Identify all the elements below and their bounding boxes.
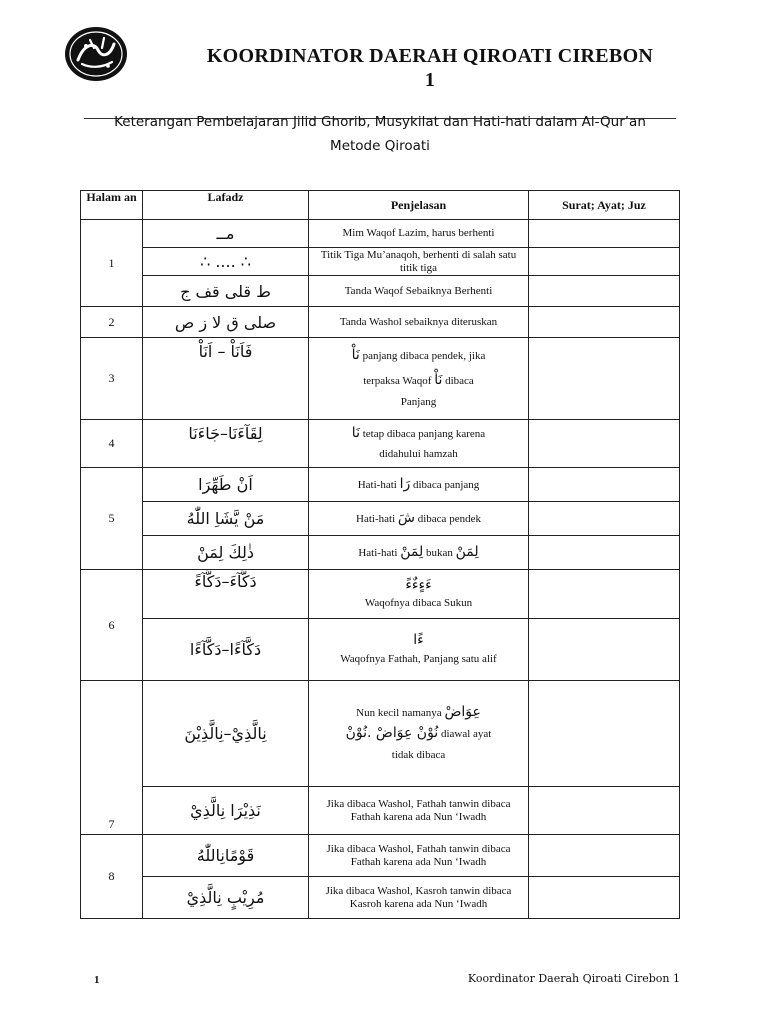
arabic-inline: عِوَاضْ (444, 703, 481, 720)
cell-lafadz: نَذِيْرَا نِالَّذِيْ (143, 787, 309, 835)
text-inline: dibaca (445, 375, 474, 388)
title-line-1: KOORDINATOR DAERAH QIROATI CIREBON (206, 45, 654, 67)
text-inline: Nun kecil namanya (356, 706, 442, 719)
arabic-inline: لِمَنْ (400, 543, 424, 560)
cell-surat (529, 877, 680, 919)
table-row (81, 248, 680, 276)
cell-penjelasan (309, 619, 529, 681)
cell-halaman: 8 (81, 835, 143, 919)
cell-surat (529, 570, 680, 619)
arabic-inline: ءًا (413, 632, 424, 648)
text-inline: terpaksa Waqof (363, 375, 432, 388)
cell-penjelasan (309, 468, 529, 502)
cell-lafadz: صلى ق لا ز ص (143, 307, 309, 338)
col-header-halaman: Halam an (81, 191, 143, 220)
cell-surat (529, 276, 680, 307)
cell-lafadz: مَنْ يَّشَاِ اللّٰهُ (143, 502, 309, 536)
cell-penjelasan (309, 420, 529, 468)
cell-halaman: 5 (81, 468, 143, 570)
text-inline: Hati-hati (358, 546, 398, 559)
text-inline: dibaca pendek (417, 512, 481, 525)
cell-halaman: 2 (81, 307, 143, 338)
arabic-inline: لِمَنْ (455, 543, 479, 560)
cell-lafadz: دَكَّآءَ–دَكَّآءً (143, 570, 309, 619)
cell-lafadz: قَوْمًانِاللّٰهُ (143, 835, 309, 877)
cell-penjelasan: Tanda Waqof Sebaiknya Berhenti (309, 276, 529, 307)
table-row (81, 307, 680, 338)
cell-lafadz: ﻣــ (143, 220, 309, 248)
cell-penjelasan (309, 570, 529, 619)
cell-surat (529, 619, 680, 681)
cell-surat (529, 307, 680, 338)
cell-penjelasan (309, 536, 529, 570)
footer-text: Koordinator Daerah Qiroati Cirebon 1 (467, 972, 680, 985)
cell-penjelasan: Tanda Washol sebaiknya diteruskan (309, 307, 529, 338)
cell-surat (529, 787, 680, 835)
table-row (81, 420, 680, 468)
cell-surat (529, 420, 680, 468)
cell-penjelasan: Jika dibaca Washol, Fathah tanwin dibaca Fathah karena ada Nun ‘Iwadh (309, 787, 529, 835)
cell-halaman: 1 (81, 220, 143, 307)
cell-surat (529, 536, 680, 570)
cell-lafadz: فَاَنَاْ – اَنَاْ (143, 338, 309, 420)
cell-surat (529, 338, 680, 420)
col-header-penjelasan: Penjelasan (309, 191, 529, 220)
table-row (81, 338, 680, 420)
table-row (81, 570, 680, 619)
cell-halaman: 4 (81, 420, 143, 468)
cell-penjelasan: Titik Tiga Mu’anaqoh, berhenti di salah satu titik tiga (309, 248, 529, 276)
page-title (160, 44, 700, 92)
cell-lafadz: اَنْ طَهِّرَا (143, 468, 309, 502)
lesson-table (80, 190, 680, 919)
table-row (81, 877, 680, 919)
cell-penjelasan: Jika dibaca Washol, Fathah tanwin dibaca Fathah karena ada Nun ‘Iwadh (309, 835, 529, 877)
cell-penjelasan: Mim Waqof Lazim, harus berhenti (309, 220, 529, 248)
cell-lafadz: ذٰلِكَ لِمَنْ (143, 536, 309, 570)
cell-penjelasan (309, 681, 529, 787)
text-inline: Waqofnya Fathah, Panjang satu alif (340, 652, 497, 665)
arabic-inline: شَ (397, 509, 415, 526)
text-inline: bukan (425, 546, 453, 559)
document-subtitle (84, 110, 676, 158)
text-inline: panjang dibaca pendek, jika (362, 349, 486, 362)
cell-penjelasan: Jika dibaca Washol, Kasroh tanwin dibaca Kasroh karena ada Nun ‘Iwadh (309, 877, 529, 919)
text-inline: tidak dibaca (391, 748, 446, 761)
cell-surat (529, 835, 680, 877)
col-header-surat: Surat; Ayat; Juz (529, 191, 680, 220)
subtitle-line-2: Metode Qiroati (330, 138, 430, 154)
table-row (81, 835, 680, 877)
cell-halaman: 7 (81, 681, 143, 835)
table-row (81, 681, 680, 787)
text-inline: Panjang (400, 395, 437, 408)
cell-surat (529, 681, 680, 787)
cell-lafadz: نِالَّذِيْ–نِالَّذِيْنَ (143, 681, 309, 787)
text-inline: didahului hamzah (379, 448, 458, 460)
cell-surat (529, 468, 680, 502)
cell-lafadz: ∴ .... ∴ (143, 248, 309, 276)
cell-penjelasan (309, 502, 529, 536)
table-row (81, 619, 680, 681)
arabic-inline: نَاْ (351, 346, 360, 363)
arabic-inline: نُوْنْ عِوَاضْ .نُوْنْ (345, 725, 439, 742)
cell-halaman: 6 (81, 570, 143, 681)
arabic-inline: نَاْ (434, 372, 443, 389)
text-inline: Hati-hati (357, 478, 397, 491)
table-row (81, 502, 680, 536)
arabic-inline: رَا (399, 475, 411, 492)
arabic-inline: ءَءٍءٌءً (405, 576, 432, 593)
cell-lafadz: لِقَآءَنَا–جَاءَنَا (143, 420, 309, 468)
cell-lafadz: مُرِيْبٍ نِالَّذِيْ (143, 877, 309, 919)
arabic-inline: نَا (351, 424, 360, 441)
table-row (81, 220, 680, 248)
text-inline: Hati-hati (356, 512, 396, 525)
table-header-row (81, 191, 680, 220)
footer-page-number: 1 (94, 974, 100, 986)
title-line-2: 1 (424, 69, 436, 91)
text-inline: dibaca panjang (412, 478, 480, 491)
table-row (81, 536, 680, 570)
text-inline: diawal ayat (440, 728, 492, 741)
cell-surat (529, 220, 680, 248)
table-row (81, 276, 680, 307)
table-row (81, 787, 680, 835)
cell-halaman: 3 (81, 338, 143, 420)
cell-surat (529, 248, 680, 276)
cell-surat (529, 502, 680, 536)
cell-lafadz: ط قلى قف ج (143, 276, 309, 307)
col-header-lafadz: Lafadz (143, 191, 309, 220)
cell-penjelasan (309, 338, 529, 420)
table-row (81, 468, 680, 502)
cell-lafadz: دَكَّآءًا–دَكَّآءًا (143, 619, 309, 681)
text-inline: tetap dibaca panjang karena (362, 427, 486, 440)
subtitle-line-1: Keterangan Pembelajaran Jilid Ghorib, Musykilat dan Hati-hati dalam Al-Qur’an (114, 114, 646, 130)
qiroati-logo-icon (64, 26, 128, 82)
text-inline: Waqofnya dibaca Sukun (364, 597, 473, 609)
